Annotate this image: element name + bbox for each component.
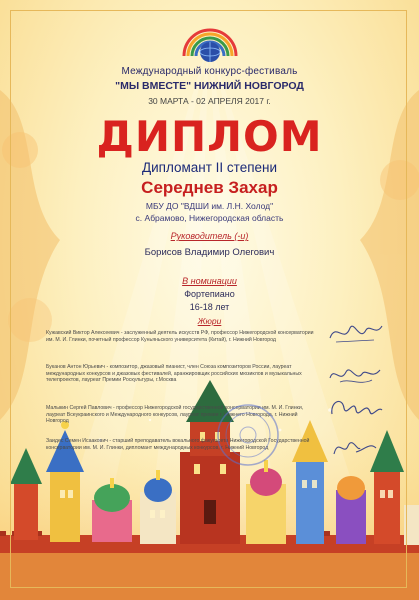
participant-name: Середнев Захар [141,178,278,197]
jury-member-3: Малыкин Сергей Павлович - профессор Нижегородской государственной консерватории им. М. И. Глинки, лауреат Всеукраинского и Международного конкурсов, лауреат премии г. Нижнего Новгорода, г. Нижний Новгород [46,405,304,425]
signature-4 [326,432,386,462]
festival-name: "МЫ ВМЕСТЕ" НИЖНИЙ НОВГОРОД [115,80,304,92]
nomination-value: Фортепиано [184,289,235,299]
leader-name: Борисов Владимир Олегович [144,247,275,258]
festival-logo [180,26,240,64]
diploma-title: ДИПЛОМ [96,112,323,161]
diploma-degree: Дипломант II степени [141,160,278,175]
school-locality: с. Абрамово, Нижегородская область [135,213,284,223]
age-group: 16-18 лет [189,302,230,312]
leader-label: Руководитель (-и) [170,231,249,241]
signature-1 [326,318,386,348]
nomination-label: В номинации [182,276,237,286]
school-name: МБУ ДО "ВДШИ им. Л.Н. Холод" [145,201,274,211]
festival-dates: 30 МАРТА - 02 АПРЕЛЯ 2017 г. [148,96,271,106]
festival-type: Международный конкурс-фестиваль [121,66,298,77]
signature-2 [326,360,386,390]
jury-label: Жюри [197,316,222,326]
official-stamp [215,402,281,468]
signature-3 [326,392,386,426]
jury-member-1: Кужавский Виктор Алексеевич - заслуженный деятель искусств РФ, профессор Нижегородской консерватории им. М. И. Глинки, почетный профессор Куньяньского университета (Китай), г. Нижний Новгород [46,330,314,343]
jury-member-4: Заидес Семен Исаакович - старший преподаватель вокального факультета Нижегородской Государственной консерватории им. М. И. Глинки, дипломант международных конкурсов, г. Нижний Новгород [46,438,310,451]
jury-member-2: Буканов Антон Юрьевич - композитор, джазовый пианист, член Союза композиторов России, лауреат международных конкурсов и джазовых фестивалей, аранжировщик российских мюзиклов и музыкальных телепроектов, лауреат Премии Роскультуры, г.Москва [46,364,302,384]
